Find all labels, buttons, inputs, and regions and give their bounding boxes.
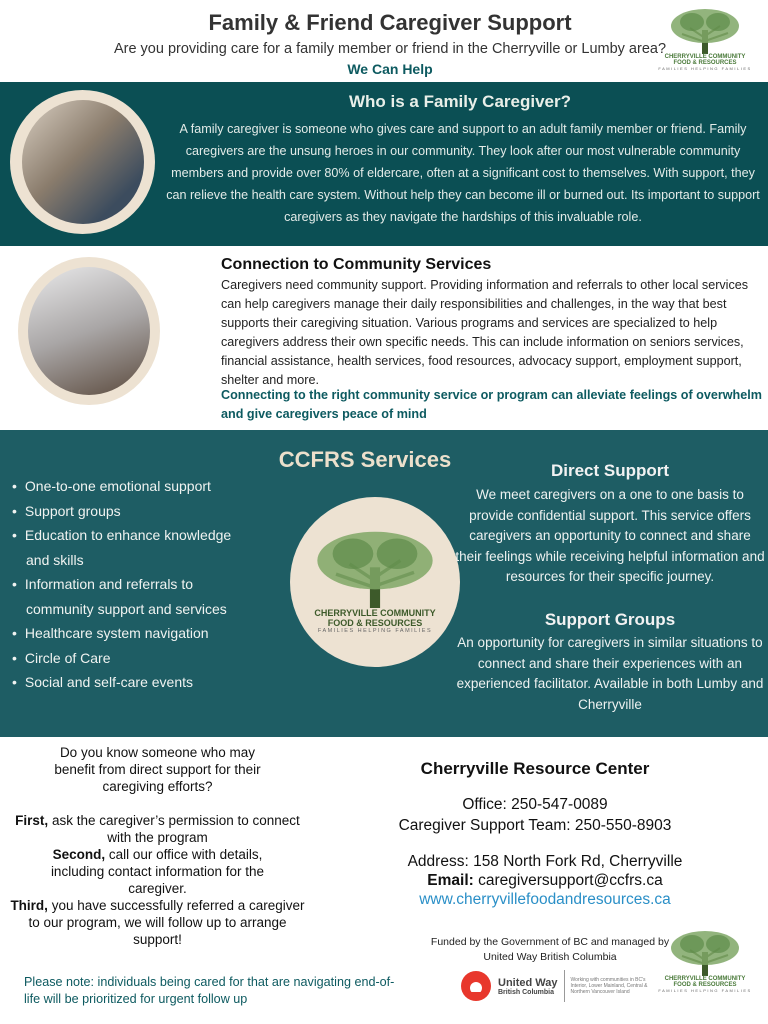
senior-photo xyxy=(28,267,150,395)
logo-line1: CHERRYVILLE COMMUNITY xyxy=(314,608,436,618)
united-way-logo xyxy=(460,970,663,1002)
uw-name: United Way xyxy=(498,976,558,989)
subtitle: Are you providing care for a family member or friend in the Cherryville or Lumby area? xyxy=(113,41,667,57)
services-section xyxy=(0,430,768,737)
step-first: First, ask the caregiver’s permission to connect with the program xyxy=(15,813,300,845)
connection-heading: Connection to Community Services xyxy=(221,256,492,273)
tree-icon xyxy=(315,530,435,608)
funding-text xyxy=(400,935,700,965)
address: Address: 158 North Fork Rd, Cherryville xyxy=(407,853,683,870)
service-item: • Healthcare system navigation xyxy=(12,621,231,646)
connection-emphasis: Connecting to the right community service or program can alleviate feelings of overwhelm and give caregivers peace of mind xyxy=(221,388,762,421)
service-item: • Support groups xyxy=(12,499,231,524)
who-heading: Who is a Family Caregiver? xyxy=(348,92,571,111)
uw-tagline: Working with communities in BC's Interior, Lower Mainland, Central & Northern Vancouver Island xyxy=(570,977,648,995)
service-item: • Circle of Care xyxy=(12,646,231,671)
office-phone: Office: 250-547-0089 xyxy=(462,796,608,813)
team-phone: Caregiver Support Team: 250-550-8903 xyxy=(398,817,672,834)
step-third: Third, you have successfully referred a caregiver to our program, we will follow up to arrange support! xyxy=(10,898,305,947)
direct-support-text: We meet caregivers on a one to one basis to provide confidential support. This service offers caregivers an opportunity to connect and share their feelings while receiving helpful information and resources for their specific journey. xyxy=(455,487,765,584)
caregiver-photo-frame xyxy=(10,90,155,234)
logo-line3: FAMILIES HELPING FAMILIES xyxy=(317,628,433,634)
funding-line1: Funded by the Government of BC and managed by xyxy=(430,936,670,948)
services-heading: CCFRS Services xyxy=(278,447,452,472)
services-list xyxy=(12,474,231,695)
caregiver-photo xyxy=(22,100,144,224)
tree-icon xyxy=(670,930,740,976)
priority-note: Please note: individuals being cared for that are navigating end-of-life will be prioritized for urgent follow up xyxy=(24,975,395,1006)
service-item-cont: community support and services xyxy=(26,600,227,617)
step-second: Second, call our office with details, including contact information for the caregiver. xyxy=(50,847,265,896)
uw-region: British Columbia xyxy=(498,988,555,996)
logo-line3: FAMILIES HELPING FAMILIES xyxy=(658,988,752,993)
we-can-help: We Can Help xyxy=(347,61,433,77)
page-title: Family & Friend Caregiver Support xyxy=(208,10,572,35)
support-groups-text: An opportunity for caregivers in similar situations to connect and share their experiences with an experienced facilitator. Available in both Lumby and Cherryville xyxy=(456,635,764,712)
email[interactable]: Email: caregiversupport@ccfrs.ca xyxy=(427,872,663,889)
ccfrs-logo-footer xyxy=(658,930,752,993)
who-text: A family caregiver is someone who gives care and support to an adult family member or friend. Family caregivers are the unsung heroes in our community. They look after our most vulnerable community members and provide over 80% of eldercare, often at a significant cost to themselves. With support, they can relieve the health care system. Without help they can become ill or burned out. Its important to support caregivers as they navigate the hardships of this invaluable role. xyxy=(166,122,760,224)
service-item: • Social and self-care events xyxy=(12,670,231,695)
service-item-cont: and skills xyxy=(26,551,84,568)
connection-text: Caregivers need community support. Providing information and referrals to other local services can help caregivers manage their daily responsibilities and challenges, in the way that best supports their caregiving situation. Various programs and services are specialized to help caregivers address their own specific needs. This can include information on seniors services, financial assistance, health services, food resources, advocacy support, employment support, shelter and more. xyxy=(221,278,749,387)
logo-line2: FOOD & RESOURCES xyxy=(327,618,423,628)
website-link[interactable]: www.cherryvillefoodandresources.ca xyxy=(419,891,671,908)
referral-section xyxy=(5,744,310,948)
tree-icon xyxy=(670,8,740,54)
logo-line1: CHERRYVILLE COMMUNITY xyxy=(664,976,746,982)
logo-line2: FOOD & RESOURCES xyxy=(673,982,737,988)
senior-photo-frame xyxy=(18,257,160,405)
service-item: • Education to enhance knowledge xyxy=(12,523,231,548)
logo-line2: FOOD & RESOURCES xyxy=(673,60,737,66)
logo-line1: CHERRYVILLE COMMUNITY xyxy=(664,54,746,60)
funding-line2: United Way British Columbia xyxy=(483,951,617,963)
logo-line3: FAMILIES HELPING FAMILIES xyxy=(658,66,752,71)
direct-support-heading: Direct Support xyxy=(550,461,670,480)
united-way-hand-icon xyxy=(460,970,492,1002)
support-groups-heading: Support Groups xyxy=(544,610,676,629)
ccfrs-logo-large xyxy=(290,497,460,667)
contact-heading: Cherryville Resource Center xyxy=(420,759,650,778)
service-item: • Information and referrals to xyxy=(12,572,231,597)
referral-intro: Do you know someone who may benefit from direct support for their caregiving efforts? xyxy=(54,745,261,794)
service-item: • One-to-one emotional support xyxy=(12,474,231,499)
who-section xyxy=(0,82,768,246)
ccfrs-logo xyxy=(658,8,752,71)
